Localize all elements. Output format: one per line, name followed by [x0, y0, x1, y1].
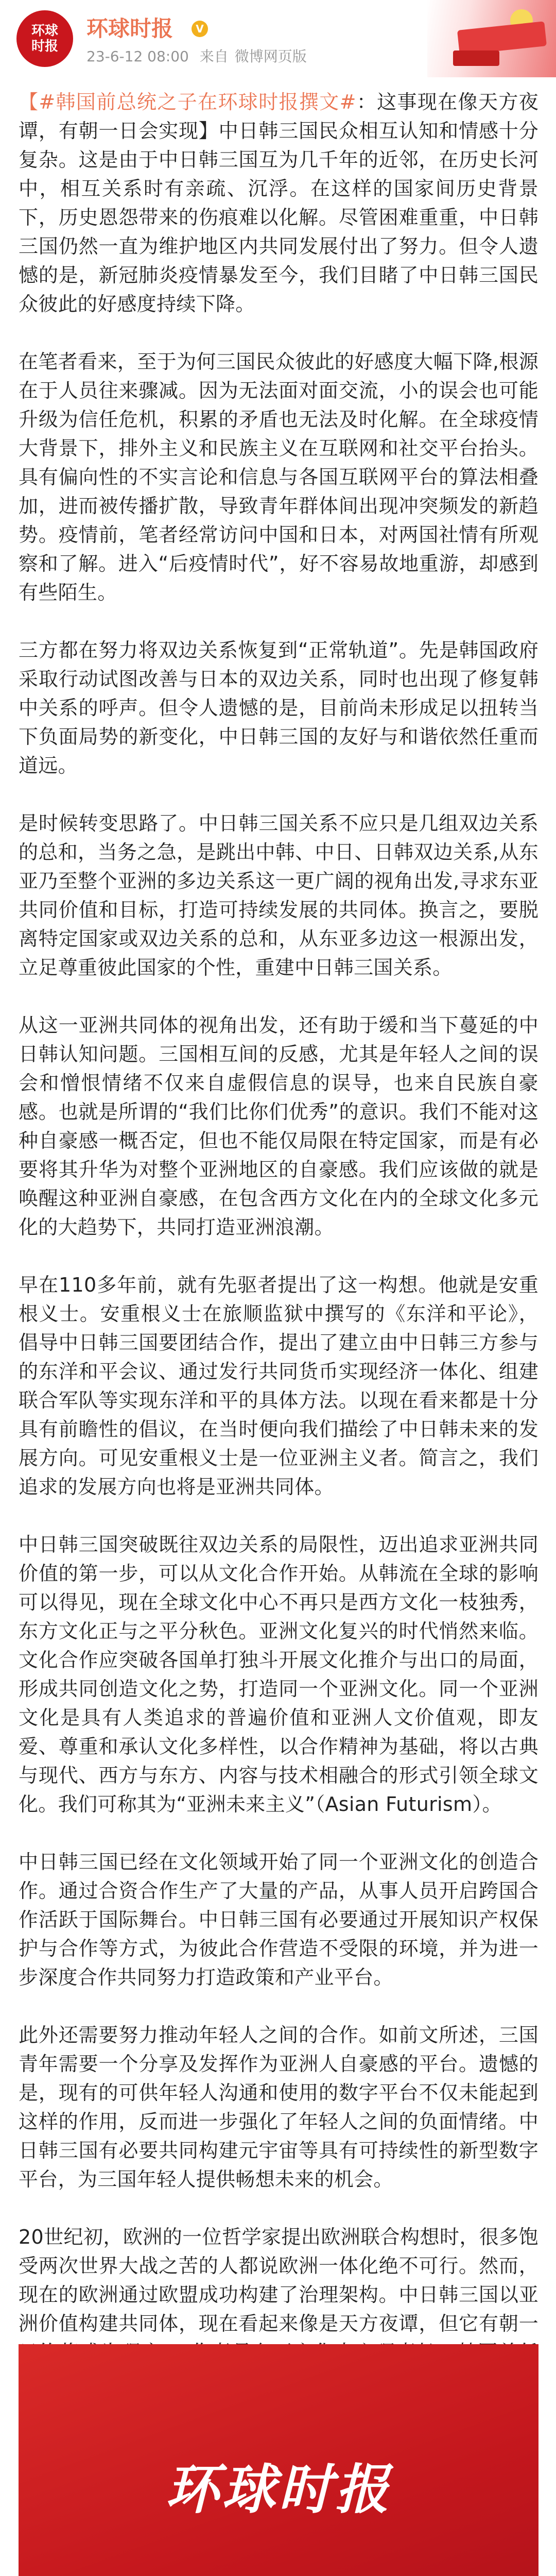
post-paragraph: 是时候转变思路了。中日韩三国关系不应只是几组双边关系的总和，当务之急，是跳出中韩、中日、日韩双边关系,从东亚乃至整个亚洲的多边关系这一更广阔的视角出发,寻求东亚共同价值和目标，打造可持续发展的共同体。换言之，要脱离特定国家或双边关系的总和，从东亚多边这一根源出发，立足尊重彼此国家的个性，重建中日韩三国关系。	[19, 812, 538, 979]
post-timestamp: 23-6-12 08:00	[86, 48, 189, 65]
post-paragraph: 中日韩三国突破既往双边关系的局限性，迈出追求亚洲共同价值的第一步，可以从文化合作开始。从韩流在全球的影响可以得见，现在全球文化中心不再只是西方文化一枝独秀，东方文化正与之平分秋色。亚洲文化复兴的时代悄然来临。文化合作应突破各国单打独斗开展文化推介与出口的局面，形成共同创造文化之势，打造同一个亚洲文化。同一个亚洲文化是具有人类追求的普遍价值和亚洲人文价值观，即友爱、尊重和承认文化多样性，以合作精神为基础，将以古典与现代、西方与东方、内容与技术相融合的形式引领全球文化。我们可称其为“亚洲未来主义”（Asian Futurism）。	[19, 1533, 538, 1816]
hashtag-link[interactable]: 【#韩国前总统之子在环球时报撰文#	[19, 91, 356, 113]
account-name[interactable]: 环球时报	[86, 16, 173, 41]
post-paragraph: 20世纪初，欧洲的一位哲学家提出欧洲联合构想时，很多饱受两次世界大战之苦的人都说欧洲一体化绝不可行。然而，现在的欧洲通过欧盟成功构建了治理架构。中日韩三国以亚洲价值构建共同体，现在看起来像是天方夜谭，但它有朝一	[19, 2226, 538, 2335]
banner-decoration	[457, 21, 547, 55]
post-paragraph: 从这一亚洲共同体的视角出发，还有助于缓和当下蔓延的中日韩认知问题。三国相互间的反感，尤其是年轻人之间的误会和憎恨情绪不仅来自虚假信息的误导，也来自民族自豪感。也就是所谓的“我们比你们优秀”的意识。我们不能对这种自豪感一概否定，但也不能仅局限在特定国家，而是有必要将其升华为对整个亚洲地区的自豪感。我们应该做的就是唤醒这种亚洲自豪感，在包含西方文化在内的全球文化多元化的大趋势下，共同打造亚洲浪潮。	[19, 1014, 538, 1239]
post-body	[19, 88, 538, 2425]
post-source-prefix: 来自	[199, 48, 229, 65]
post-paragraph: 此外还需要努力推动年轻人之间的合作。如前文所述，三国青年需要一个分享及发挥作为亚洲人自豪感的平台。遗憾的是，现有的可供年轻人沟通和使用的数字平台不仅未能起到这样的作用，反而进一步强化了年轻人之间的负面情绪。中日韩三国有必要共同构建元宇宙等具有可持续性的新型数字平台，为三国年轻人提供畅想未来的机会。	[19, 2024, 538, 2191]
post-source[interactable]: 微博网页版	[234, 48, 307, 65]
header-banner-image	[427, 0, 556, 77]
post-meta	[86, 47, 313, 66]
avatar[interactable]	[16, 10, 73, 67]
post-paragraph: 三方都在努力将双边关系恢复到“正常轨道”。先是韩国政府采取行动试图改善与日本的双边关系，同时也出现了修复韩中关系的呼声。但令人遗憾的是，目前尚未形成足以扭转当下负面局势的新变化，中日韩三国的友好与和谐依然任重而道远。	[19, 639, 538, 777]
post-paragraph: 早在110多年前，就有先驱者提出了这一构想。他就是安重根义士。安重根义士在旅顺监狱中撰写的《东洋和平论》，倡导中日韩三国要团结合作，提出了建立由中日韩三方参与的东洋和平会议、通过发行共同货币实现经济一体化、组建联合军队等实现东洋和平的具体方法。以现在看来都是十分具有前瞻性的倡议，在当时便向我们描绘了中日韩未来的发展方向。可见安重根义士是一位亚洲主义者。简言之，我们追求的发展方向也将是亚洲共同体。	[19, 1274, 538, 1498]
image-logo-text: 环球时报	[165, 2457, 392, 2521]
banner-decoration	[453, 50, 499, 66]
post-header	[0, 0, 556, 77]
paragraph-text: ：这事现在像天方夜谭，有朝一日会实现】中日韩三国民众相互认知和情感十分复杂。这是由于中日韩三国互为几千年的近邻，在历史长河中，相互关系时有亲疏、沉浮。在这样的国家间历史背景下，历史恩怨带来的伤痕难以化解。尽管困难重重，中日韩三国仍然一直为维护地区内共同发展付出了努力。但令人遗憾的是，新冠肺炎疫情暴发至今，我们目睹了中日韩三国民众彼此的好感度持续下降。	[19, 91, 539, 315]
post-paragraph: 中日韩三国已经在文化领域开始了同一个亚洲文化的创造合作。通过合资合作生产了大量的产品，从事人员开启跨国合作活跃于国际舞台。中日韩三国有必要通过开展知识产权保护与合作等方式，为彼此合作营造不受限的环境，并为进一步深度合作共同努力打造政策和产业平台。	[19, 1851, 538, 1989]
verified-badge-icon: V	[192, 21, 208, 37]
avatar-text: 环球时报	[31, 23, 58, 54]
post-image-logo[interactable]	[19, 2344, 538, 2576]
post-paragraph	[19, 88, 538, 318]
post-paragraph: 在笔者看来，至于为何三国民众彼此的好感度大幅下降,根源在于人员往来骤减。因为无法面对面交流，小的误会也可能升级为信任危机，积累的矛盾也无法及时化解。在全球疫情大背景下，排外主义和民族主义在互联网和社交平台抬头。具有偏向性的不实言论和信息与各国互联网平台的算法相叠加，进而被传播扩散，导致青年群体间出现冲突频发的新趋势。疫情前，笔者经常访问中国和日本，对两国社情有所观察和了解。进入“后疫情时代”，好不容易故地重游，却感到有些陌生。	[19, 350, 538, 604]
